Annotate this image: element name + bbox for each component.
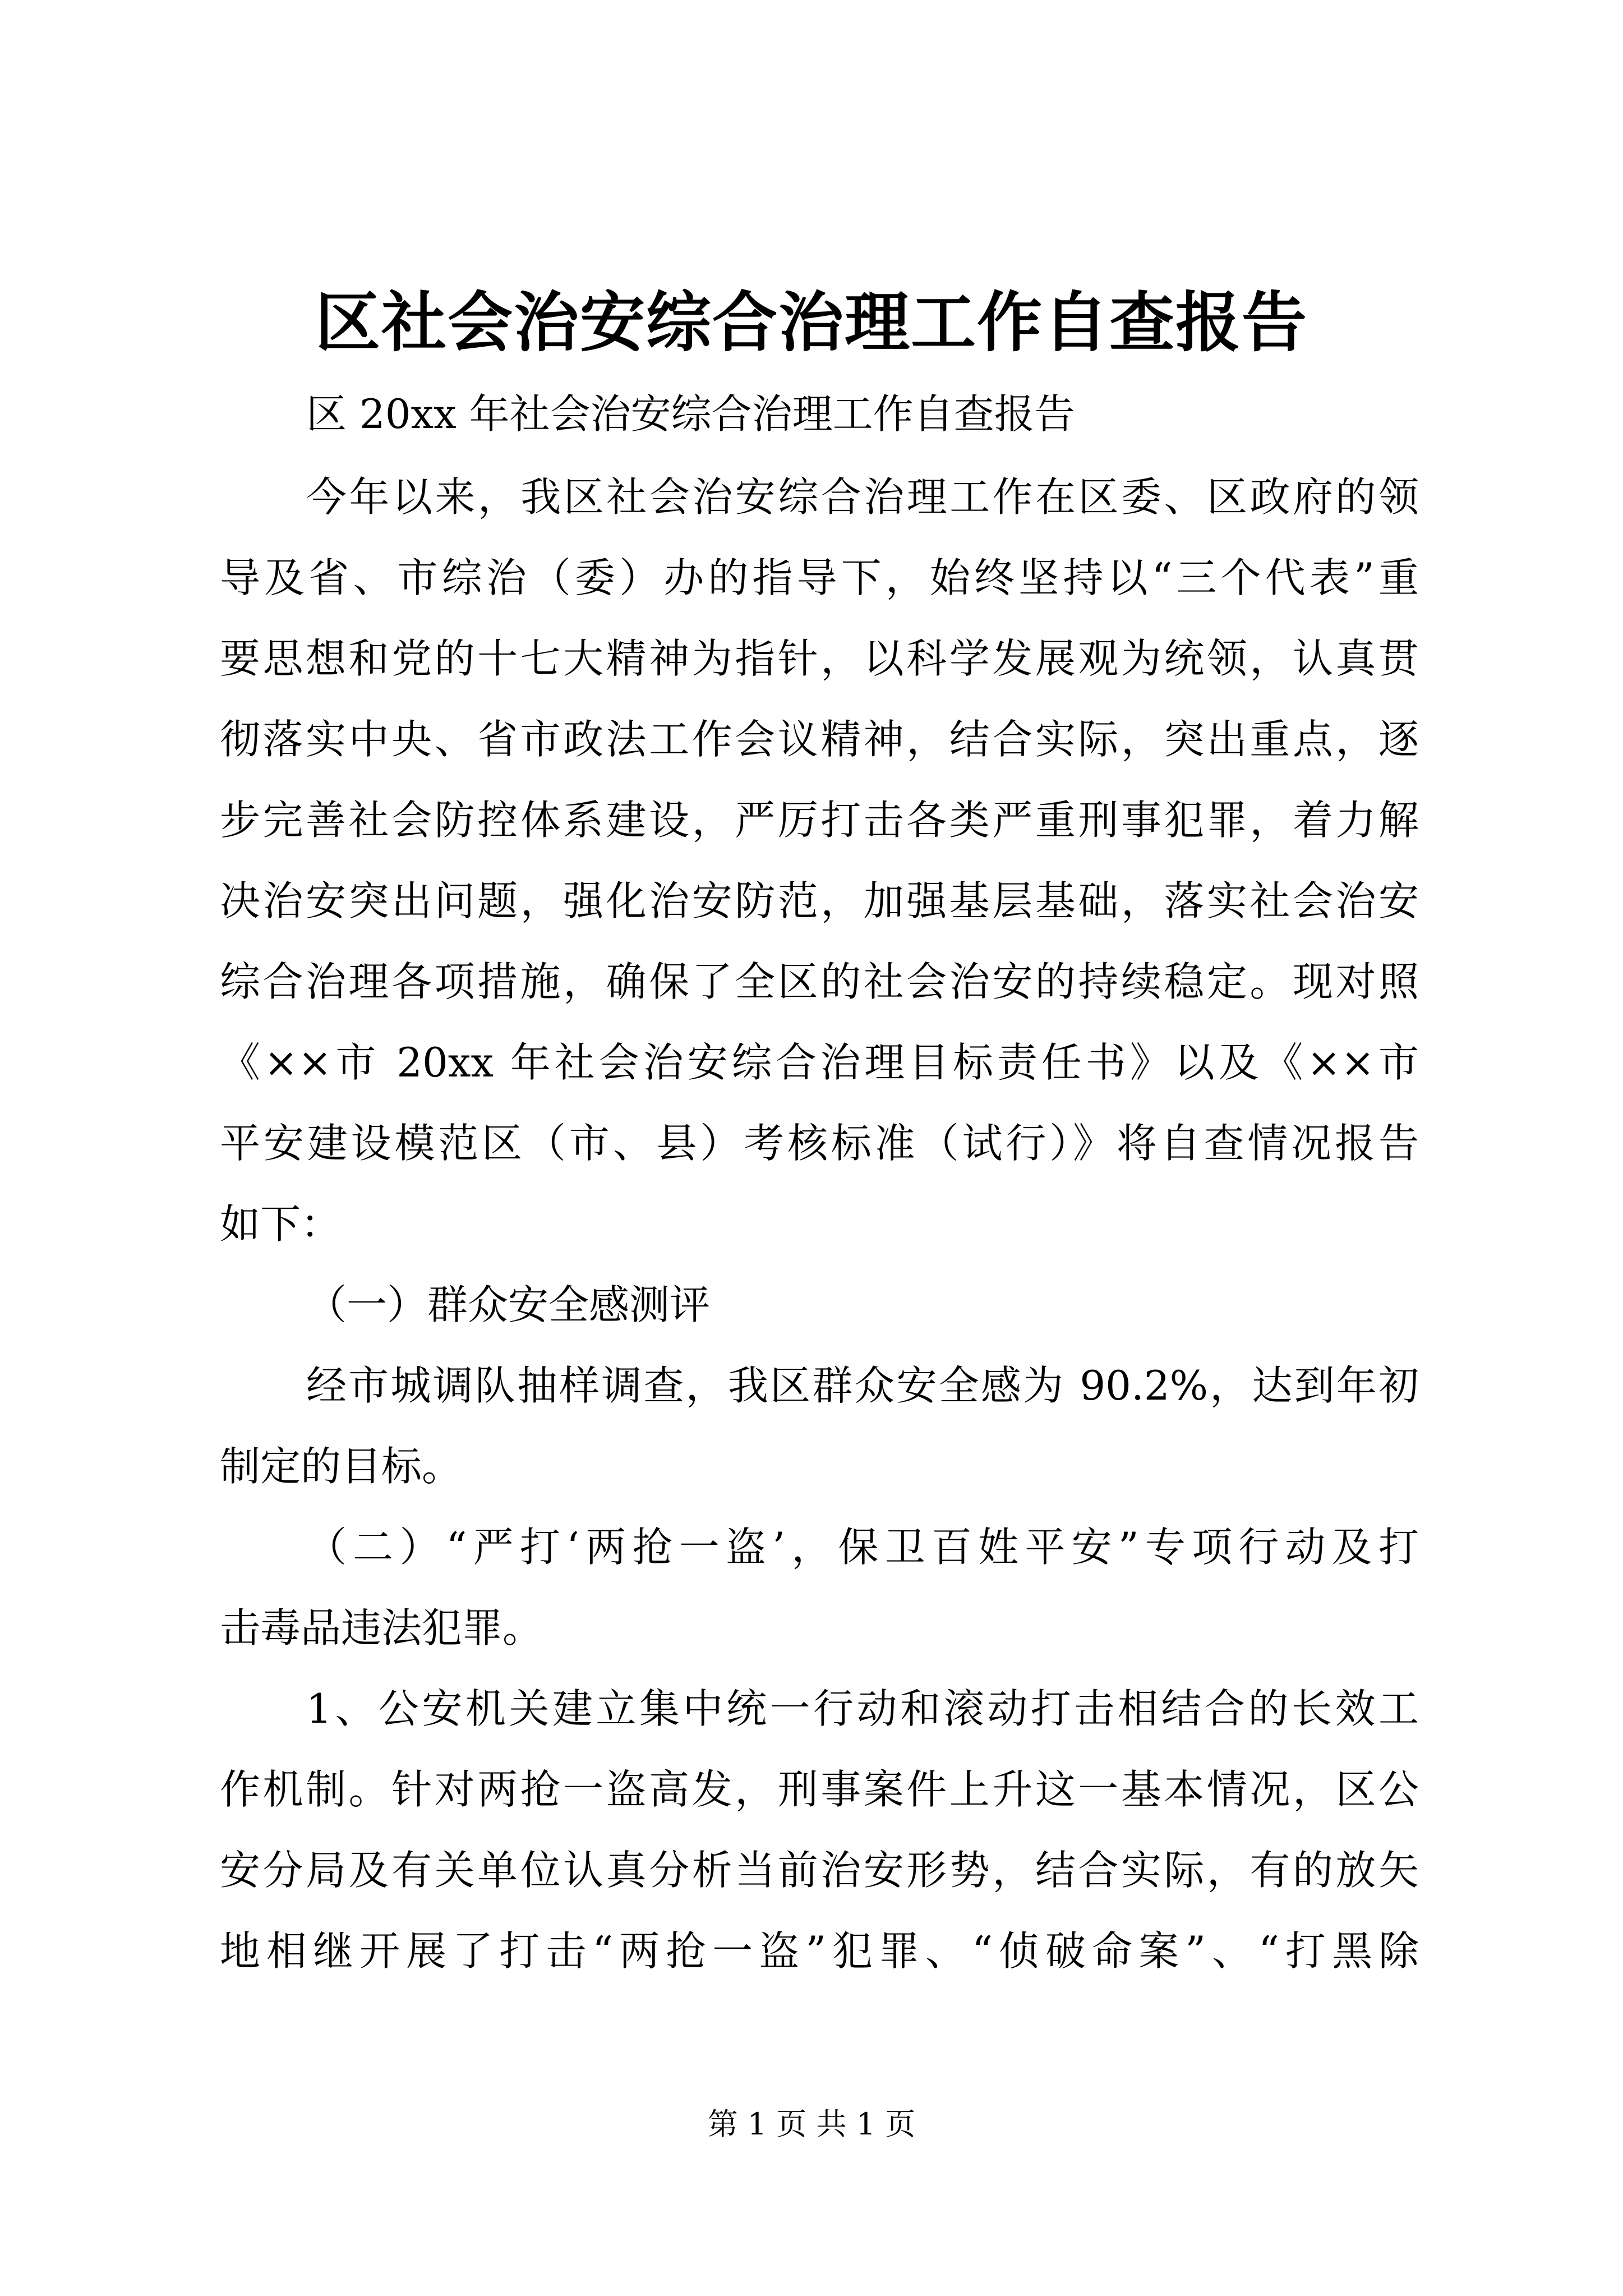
section-1-heading: （一）群众安全感测评: [306, 1281, 711, 1328]
paragraph-1-line-1: 今年以来，我区社会治安综合治理工作在区委、区政府的领: [306, 473, 1419, 521]
section-1-line-2: 制定的目标。: [220, 1443, 463, 1490]
paragraph-1-line-9: 平安建设模范区（市、县）考核标准（试行）》将自查情况报告: [220, 1120, 1419, 1167]
item-1-line-2: 作机制。针对两抢一盗高发，刑事案件上升这一基本情况，区公: [220, 1766, 1419, 1813]
paragraph-1-line-2: 导及省、市综治（委）办的指导下，始终坚持以“三个代表”重: [220, 554, 1419, 601]
paragraph-1-line-6: 决治安突出问题，强化治安防范，加强基层基础，落实社会治安: [220, 877, 1419, 924]
paragraph-1-line-3: 要思想和党的十七大精神为指针，以科学发展观为统领，认真贯: [220, 635, 1419, 682]
document-subtitle: 区 20xx 年社会治安综合治理工作自查报告: [306, 390, 1075, 438]
page-number-footer: 第 1 页 共 1 页: [707, 2106, 916, 2142]
paragraph-1-line-7: 综合治理各项措施，确保了全区的社会治安的持续稳定。现对照: [220, 958, 1419, 1005]
section-1-line-1: 经市城调队抽样调查，我区群众安全感为 90.2%，达到年初: [306, 1362, 1419, 1409]
paragraph-1-line-10: 如下：: [220, 1200, 342, 1248]
paragraph-1-line-4: 彻落实中央、省市政法工作会议精神，结合实际，突出重点，逐: [220, 716, 1419, 763]
item-1-line-4: 地相继开展了打击“两抢一盗”犯罪、“侦破命案”、“打黑除: [220, 1927, 1419, 1975]
paragraph-1-line-5: 步完善社会防控体系建设，严厉打击各类严重刑事犯罪，着力解: [220, 797, 1419, 844]
document-title: 区社会治安综合治理工作自查报告: [315, 284, 1308, 361]
section-2-heading-line-2: 击毒品违法犯罪。: [220, 1604, 543, 1651]
item-1-line-3: 安分局及有关单位认真分析当前治安形势，结合实际，有的放矢: [220, 1847, 1419, 1894]
item-1-line-1: 1、公安机关建立集中统一行动和滚动打击相结合的长效工: [306, 1685, 1419, 1732]
paragraph-1-line-8: 《××市 20xx 年社会治安综合治理目标责任书》以及《××市: [220, 1039, 1419, 1086]
section-2-heading-line-1: （二）“严打‘两抢一盗’，保卫百姓平安”专项行动及打: [306, 1524, 1419, 1571]
